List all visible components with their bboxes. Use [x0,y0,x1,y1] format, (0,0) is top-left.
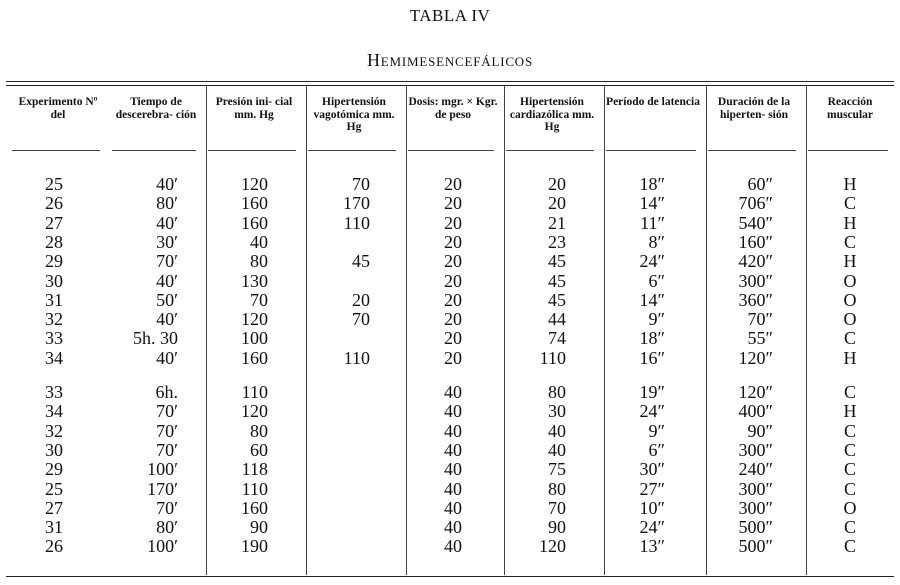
table-cell: 80 [548,382,566,402]
table-cell: 55″ [747,328,773,349]
table-row [0,421,900,441]
table-cell: 120 [539,536,566,557]
table-cell: 40 [444,459,462,480]
table-cell: 30 [45,270,63,291]
table-cell: 13″ [639,536,665,557]
table-cell: 18″ [639,174,665,194]
table-cell: 31 [45,517,63,538]
table-cell: 20 [548,174,566,194]
table-cell: 160 [241,497,268,518]
table-cell: 23 [548,231,566,252]
table-cell: 10″ [639,497,665,518]
table-cell: H [843,401,857,422]
table-cell: 420″ [738,251,773,272]
header-underline [208,150,296,151]
table-row [0,517,900,537]
column-header: Dosis: mgr. × Kgr. de peso [408,96,498,121]
table-cell: 40′ [156,270,178,291]
table-row [0,498,900,518]
table-cell: 9″ [648,420,665,441]
table-cell: 120 [241,309,268,330]
table-cell: 110 [241,478,268,499]
table-cell: 33 [45,328,63,349]
table-cell: O [843,289,857,310]
table-cell: 540″ [738,212,773,233]
table-cell: 300″ [738,478,773,499]
table-cell: 45 [548,251,566,272]
table-cell: C [843,328,856,349]
table-cell: 100′ [147,536,178,557]
table-cell: 40 [548,439,566,460]
column-header: Período de latencia [606,96,700,108]
table-cell: C [843,420,856,441]
table-cell: 24″ [639,517,665,538]
table-cell: O [843,497,857,518]
table-cell: 21 [548,212,566,233]
table-cell: 100′ [147,459,178,480]
table-cell: 300″ [738,497,773,518]
table-cell: 14″ [639,193,665,214]
header-underline [506,150,594,151]
table-cell: 40 [444,536,462,557]
table-row [0,459,900,479]
table-cell: 19″ [639,382,665,402]
column-header: Presión ini- cial mm. Hg [215,96,293,121]
table-cell: 11″ [640,212,665,233]
table-cell: 25 [45,478,63,499]
table-cell: 45 [352,251,370,272]
table-subtitle: Hemimesencefálicos [366,50,534,70]
table-cell: 110 [241,382,268,402]
table-cell: 29 [45,251,63,272]
table-cell: H [843,212,857,233]
table-cell: 75 [548,459,566,480]
table-cell: C [843,382,856,402]
table-cell: 40′ [156,309,178,330]
table-cell: 118 [241,459,268,480]
table-cell: C [843,478,856,499]
header-underline [308,150,396,151]
table-row [0,271,900,291]
table-cell: 9″ [648,309,665,330]
table-cell: 70′ [156,420,178,441]
table-cell: 74 [548,328,566,349]
table-cell: C [843,517,856,538]
table-cell: 26 [45,536,63,557]
table-cell: H [843,347,857,368]
table-cell: O [843,309,857,330]
table-row [0,174,900,194]
table-row [0,382,900,402]
table-cell: 80′ [156,193,178,214]
table-cell: 120 [241,401,268,422]
header-underline [808,150,888,151]
header-underline [408,150,494,151]
table-cell: 24″ [639,251,665,272]
table-row [0,348,900,368]
table-cell: 30 [45,439,63,460]
table-cell: 40 [444,497,462,518]
table-cell: 20 [444,309,462,330]
table-cell: 27″ [639,478,665,499]
table-cell: C [843,231,856,252]
table-cell: 40′ [156,212,178,233]
table-cell: 20 [444,174,462,194]
table-cell: 500″ [738,517,773,538]
table-cell: 706″ [738,193,773,214]
table-title: TABLA IV [409,6,491,25]
table-cell: 70 [250,289,268,310]
header-underline [606,150,696,151]
table-cell: 34 [45,347,63,368]
table-cell: 20 [444,231,462,252]
table-cell: C [843,536,856,557]
table-cell: 33 [45,382,63,402]
table-cell: 50′ [156,289,178,310]
table-cell: 170 [343,193,370,214]
table-cell: 40 [444,401,462,422]
table-cell: 130 [241,270,268,291]
table-row [0,193,900,213]
top-rule-inner [6,85,894,86]
table-cell: 16″ [639,347,665,368]
table-cell: 30 [548,401,566,422]
table-cell: 70 [352,309,370,330]
table-cell: 170′ [147,478,178,499]
column-header: Duración de la hiperten- sión [717,96,791,121]
table-cell: 34 [45,401,63,422]
table-row [0,309,900,329]
table-cell: 26 [45,193,63,214]
table-cell: 14″ [639,289,665,310]
table-row [0,440,900,460]
table-cell: 40 [444,439,462,460]
table-cell: 6h. [155,382,178,402]
table-cell: 45 [548,270,566,291]
table-cell: H [843,174,857,194]
table-cell: 40 [444,420,462,441]
table-cell: 20 [444,347,462,368]
table-cell: 20 [444,270,462,291]
table-cell: 27 [45,212,63,233]
table-cell: 70′ [156,439,178,460]
table-cell: 70′ [156,497,178,518]
header-underline [708,150,796,151]
table-cell: 70′ [156,251,178,272]
table-cell: 160″ [738,231,773,252]
table-cell: 110 [343,347,370,368]
table-cell: 20 [444,328,462,349]
table-row [0,213,900,233]
table-cell: 160 [241,212,268,233]
table-cell: 45 [548,289,566,310]
table-cell: 110 [343,212,370,233]
table-cell: 40 [444,478,462,499]
table-cell: 40 [548,420,566,441]
table-cell: 80′ [156,517,178,538]
table-cell: 6″ [648,270,665,291]
table-cell: H [843,251,857,272]
table-cell: 100 [241,328,268,349]
table-cell: C [843,459,856,480]
table-cell: 60 [250,439,268,460]
table-row [0,251,900,271]
table-cell: 80 [250,251,268,272]
table-cell: 360″ [738,289,773,310]
table-cell: 40′ [156,174,178,194]
table-row [0,401,900,421]
table-cell: C [843,439,856,460]
table-cell: C [843,193,856,214]
column-header: Tiempo de descerebra- ción [115,96,197,121]
table-cell: 40 [444,382,462,402]
table-cell: 29 [45,459,63,480]
table-cell: 90 [250,517,268,538]
top-rule [6,81,894,82]
table-cell: 30′ [156,231,178,252]
table-cell: 400″ [738,401,773,422]
column-header: Experimento Nº del [18,96,98,121]
table-row [0,536,900,556]
table-cell: 80 [250,420,268,441]
table-cell: 190 [241,536,268,557]
table-cell: 160 [241,347,268,368]
table-cell: 70″ [747,309,773,330]
table-cell: 31 [45,289,63,310]
table-cell: 5h. 30 [133,328,178,349]
table-cell: 90 [548,517,566,538]
table-cell: O [843,270,857,291]
table-cell: 70 [352,174,370,194]
header-underline [12,150,100,151]
table-cell: 120 [241,174,268,194]
table-cell: 120″ [738,382,773,402]
table-cell: 20 [444,251,462,272]
table-cell: 40′ [156,347,178,368]
table-cell: 20 [444,289,462,310]
header-underline [112,150,196,151]
table-cell: 20 [444,212,462,233]
table-cell: 27 [45,497,63,518]
table-cell: 24″ [639,401,665,422]
table-row [0,232,900,252]
table-cell: 32 [45,309,63,330]
table-cell: 20 [548,193,566,214]
bottom-rule [6,576,894,577]
table-row [0,290,900,310]
table-cell: 6″ [648,439,665,460]
table-cell: 300″ [738,439,773,460]
table-cell: 240″ [738,459,773,480]
table-cell: 18″ [639,328,665,349]
table-cell: 30″ [639,459,665,480]
table-cell: 20 [444,193,462,214]
column-header: Hipertensión vagotómica mm. Hg [313,96,395,133]
table-cell: 8″ [648,231,665,252]
table-cell: 300″ [738,270,773,291]
table-cell: 110 [539,347,566,368]
column-header: Hipertensión cardiazólica mm. Hg [509,96,595,133]
table-cell: 90″ [747,420,773,441]
table-cell: 40 [444,517,462,538]
table-cell: 28 [45,231,63,252]
table-row [0,328,900,348]
table-cell: 32 [45,420,63,441]
table-cell: 160 [241,193,268,214]
table-cell: 25 [45,174,63,194]
table-cell: 44 [548,309,566,330]
table-cell: 120″ [738,347,773,368]
table-row [0,479,900,499]
table-cell: 80 [548,478,566,499]
table-cell: 500″ [738,536,773,557]
table-cell: 40 [250,231,268,252]
table-cell: 70 [548,497,566,518]
table-cell: 20 [352,289,370,310]
column-header: Reacción muscular [827,96,873,121]
table-cell: 70′ [156,401,178,422]
table-cell: 60″ [747,174,773,194]
